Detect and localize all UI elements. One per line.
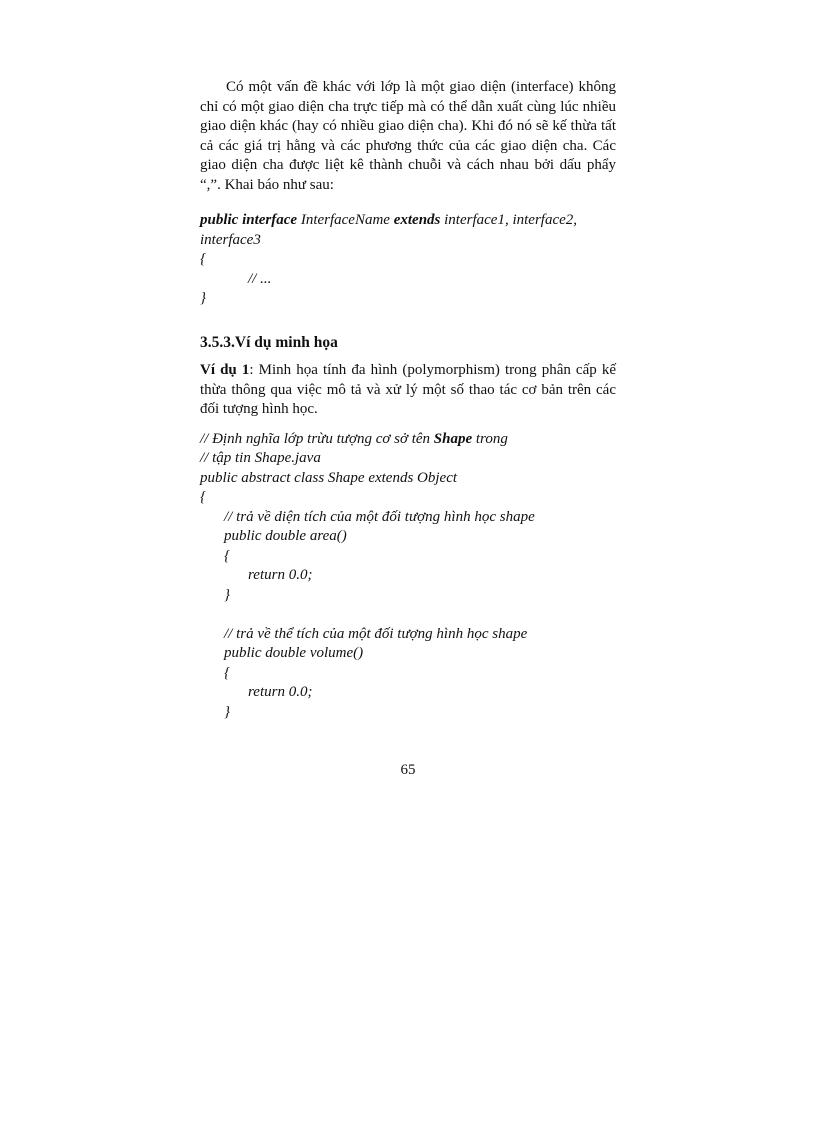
intro-paragraph: Có một vấn đề khác với lớp là một giao diện (interface) không chỉ có một giao diện cha trực tiếp mà có thể dẫn xuất cùng lúc nhiều giao diện khác (hay có nhiều giao diện cha). Khi đó nó sẽ kế thừa tất cả các giá trị hằng và các phương thức của các giao diện cha. Các giao diện cha được liệt kê thành chuỗi và cách nhau bởi dấu phẩy “,”. Khai báo như sau:	[200, 79, 616, 193]
code-line-6: public double area()	[224, 528, 347, 544]
close-brace: }	[200, 290, 206, 306]
code-line-3: public abstract class Shape extends Object	[200, 469, 458, 486]
code-line-9: }	[224, 586, 230, 603]
code-line-10: // trả về thể tích của một đối tượng hình học shape	[224, 625, 528, 642]
code-line-2: // tập tin Shape.java	[200, 450, 321, 466]
code-line-7: {	[224, 547, 230, 564]
declaration-line-2: interface3	[200, 231, 261, 248]
declaration-line-1	[200, 211, 616, 231]
code-line-5: // trả về diện tích của một đối tượng hình học shape	[224, 508, 535, 525]
shape-code-block	[200, 430, 616, 723]
open-brace: {	[200, 251, 206, 267]
keyword-public-interface: public interface	[200, 212, 298, 228]
body-comment: // ...	[248, 270, 272, 287]
example-paragraph	[200, 361, 616, 420]
shape-class-name: Shape	[433, 430, 473, 447]
comment-text: // Định nghĩa lớp trừu tượng cơ sở tên	[200, 430, 434, 447]
section-heading: 3.5.3.Ví dụ minh họa	[200, 333, 338, 351]
code-line-8: return 0.0;	[248, 567, 313, 583]
example-text: : Minh họa tính đa hình (polymorphism) trong phân cấp kế thừa thông qua việc mô tả và xử lý một số thao tác cơ bản trên các đối tượng hình học.	[200, 362, 616, 417]
interface-list: interface1, interface2,	[440, 212, 578, 228]
page-number: 65	[400, 762, 416, 778]
comment-text-end: trong	[472, 430, 508, 447]
document-page	[200, 78, 616, 722]
code-line-1	[200, 430, 616, 450]
code-line-13: return 0.0;	[248, 684, 313, 700]
example-label: Ví dụ 1	[200, 362, 250, 378]
interface-declaration	[200, 211, 616, 309]
keyword-extends: extends	[393, 212, 441, 228]
code-line-4: {	[200, 489, 206, 505]
interface-name: InterfaceName	[297, 212, 394, 228]
code-blank-line	[200, 605, 616, 625]
code-line-11: public double volume()	[224, 645, 364, 661]
code-line-14: }	[224, 703, 230, 720]
code-line-12: {	[224, 664, 230, 681]
